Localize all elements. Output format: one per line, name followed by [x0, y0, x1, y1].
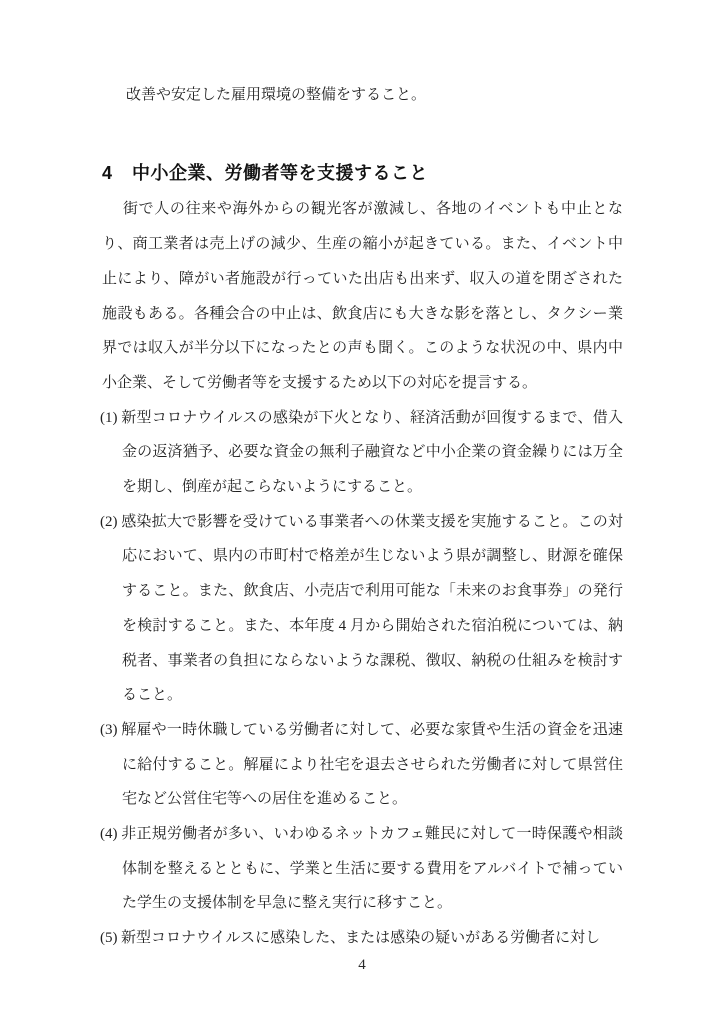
proposal-item [100, 817, 623, 921]
proposal-item [100, 401, 623, 505]
proposal-item [100, 921, 623, 956]
section-title: 中小企業、労働者等を支援すること [132, 162, 428, 183]
item-marker: (4) [100, 826, 118, 843]
item-text: 新型コロナウイルスに感染した、または感染の疑いがある労働者に対し [121, 930, 601, 947]
item-text: 非正規労働者が多い、いわゆるネットカフェ難民に対して一時保護や相談体制を整えるとともに、学業と生活に要する費用をアルバイトで補っていた学生の支援体制を早急に整え実行に移すこと。 [121, 826, 623, 912]
item-text: 解雇や一時休職している労働者に対して、必要な家賃や生活の資金を迅速に給付すること。解雇により社宅を退去させられた労働者に対して県営住宅など公営住宅等への居住を進めること。 [121, 721, 623, 808]
item-marker: (3) [100, 721, 118, 738]
item-marker: (1) [100, 409, 118, 426]
section-number: 4 [102, 162, 113, 183]
item-marker: (5) [100, 930, 118, 947]
proposal-list [102, 401, 623, 956]
item-marker: (2) [100, 513, 118, 530]
proposal-item [100, 505, 623, 713]
intro-paragraph: 街で人の往来や海外からの観光客が激減し、各地のイベントも中止となり、商工業者は売上げの減少、生産の縮小が起きている。また、イベント中止により、障がい者施設が行っていた出店も出来ず、収入の道を閉ざされた施設もある。各種会合の中止は、飲食店にも大きな影を落とし、タクシー業界では収入が半分以下になったとの声も聞く。このような状況の中、県内中小企業、そして労働者等を支援するため以下の対応を提言する。 [102, 201, 623, 391]
proposal-item [100, 713, 623, 817]
section-heading [102, 156, 623, 191]
item-text: 新型コロナウイルスの感染が下火となり、経済活動が回復するまで、借入金の返済猶予、必要な資金の無利子融資など中小企業の資金繰りには万全を期し、倒産が起こらないようにすること。 [121, 409, 623, 496]
carryover-line: 改善や安定した雇用環境の整備をすること。 [126, 87, 427, 103]
page-number: 4 [358, 957, 366, 973]
item-text: 感染拡大で影響を受けている事業者への休業支援を実施すること。この対応において、県内の市町村で格差が生じないよう県が調整し、財源を確保すること。また、飲食店、小売店で利用可能な「未来のお食事券」の発行を検討すること。また、本年度 4 月から開始された宿泊税については、納税者、事業者の負担にならないような課税、徴収、納税の仕組みを検討すること。 [121, 513, 623, 704]
